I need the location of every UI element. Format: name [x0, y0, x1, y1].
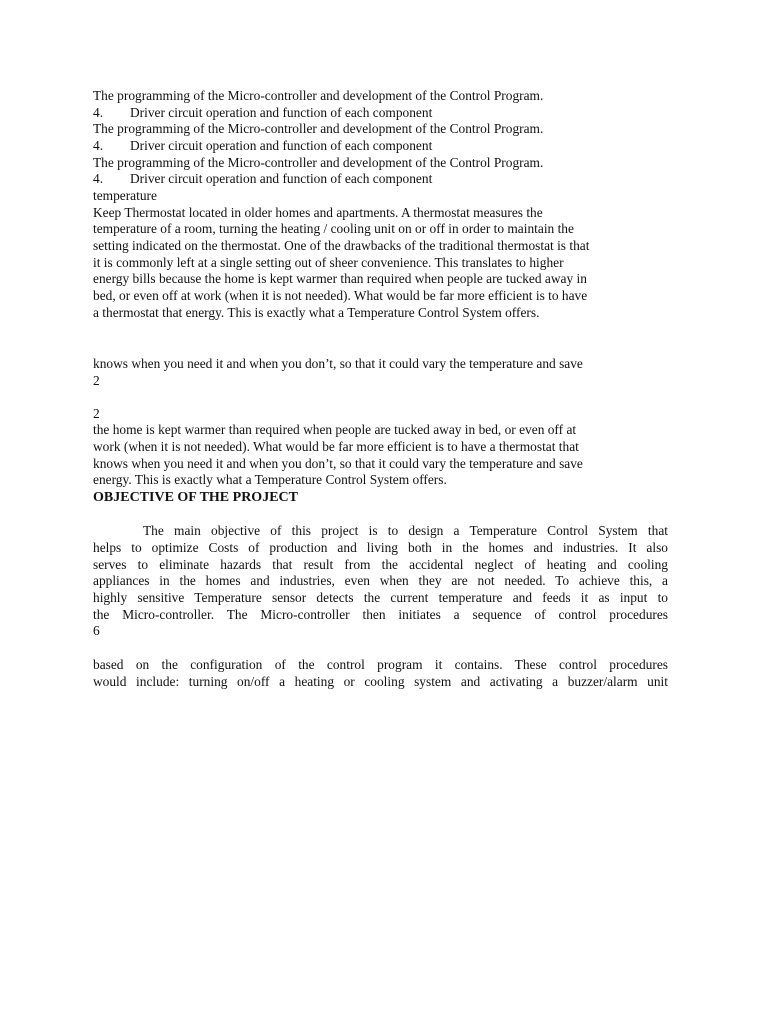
- section-heading: OBJECTIVE OF THE PROJECT: [93, 490, 298, 505]
- item-text: Driver circuit operation and function of each component: [130, 105, 433, 120]
- numbered-item: [93, 138, 668, 155]
- paragraph-line: the home is kept warmer than required when people are tucked away in bed, or even off at: [93, 422, 577, 437]
- item-number: 4.: [93, 171, 104, 186]
- page-number: 2: [93, 406, 100, 421]
- page-number: 2: [93, 373, 100, 388]
- paragraph-line: Keep Thermostat located in older homes and apartments. A thermostat measures the: [93, 205, 543, 220]
- paragraph-line: work (when it is not needed). What would be far more efficient is to have a thermostat that: [93, 439, 579, 454]
- text-line: The programming of the Micro-controller and development of the Control Program.: [93, 121, 544, 136]
- paragraph-line: helps to optimize Costs of production and living both in the homes and industries. It also: [93, 540, 668, 555]
- paragraph-line: appliances in the homes and industries, even when they are not needed. To achieve this, a: [93, 573, 668, 588]
- paragraph-line: setting indicated on the thermostat. One of the drawbacks of the traditional thermostat is that: [93, 238, 590, 253]
- text-line: The programming of the Micro-controller and development of the Control Program.: [93, 155, 544, 170]
- paragraph-line: it is commonly left at a single setting out of sheer convenience. This translates to higher: [93, 255, 564, 270]
- item-number: 4.: [93, 138, 104, 153]
- item-text: Driver circuit operation and function of each component: [130, 171, 433, 186]
- paragraph-line: energy bills because the home is kept warmer than required when people are tucked away in: [93, 271, 587, 286]
- paragraph-line: The main objective of this project is to design a Temperature Control System that: [143, 523, 668, 538]
- item-number: 4.: [93, 105, 104, 120]
- paragraph-line: would include: turning on/off a heating or cooling system and activating a buzzer/alarm unit: [93, 674, 668, 689]
- paragraph-line: highly sensitive Temperature sensor detects the current temperature and feeds it as input to: [93, 590, 668, 605]
- text-line: temperature: [93, 188, 157, 203]
- numbered-item: [93, 105, 668, 122]
- paragraph-line: a thermostat that energy. This is exactly what a Temperature Control System offers.: [93, 305, 540, 320]
- paragraph-line: bed, or even off at work (when it is not needed). What would be far more efficient is to have: [93, 288, 588, 303]
- paragraph-line: temperature of a room, turning the heating / cooling unit on or off in order to maintain the: [93, 221, 574, 236]
- paragraph-line: knows when you need it and when you don’t, so that it could vary the temperature and save: [93, 456, 583, 471]
- paragraph-line: energy. This is exactly what a Temperature Control System offers.: [93, 472, 447, 487]
- paragraph-line: based on the configuration of the control program it contains. These control procedures: [93, 657, 668, 672]
- item-text: Driver circuit operation and function of each component: [130, 138, 433, 153]
- paragraph-line: serves to eliminate hazards that result from the accidental neglect of heating and cooling: [93, 557, 668, 572]
- paragraph-line: knows when you need it and when you don’t, so that it could vary the temperature and save: [93, 356, 583, 371]
- text-line: The programming of the Micro-controller and development of the Control Program.: [93, 88, 544, 103]
- page-number: 6: [93, 623, 100, 638]
- paragraph-line: the Micro-controller. The Micro-controller then initiates a sequence of control procedures: [93, 607, 668, 622]
- numbered-item: [93, 171, 668, 188]
